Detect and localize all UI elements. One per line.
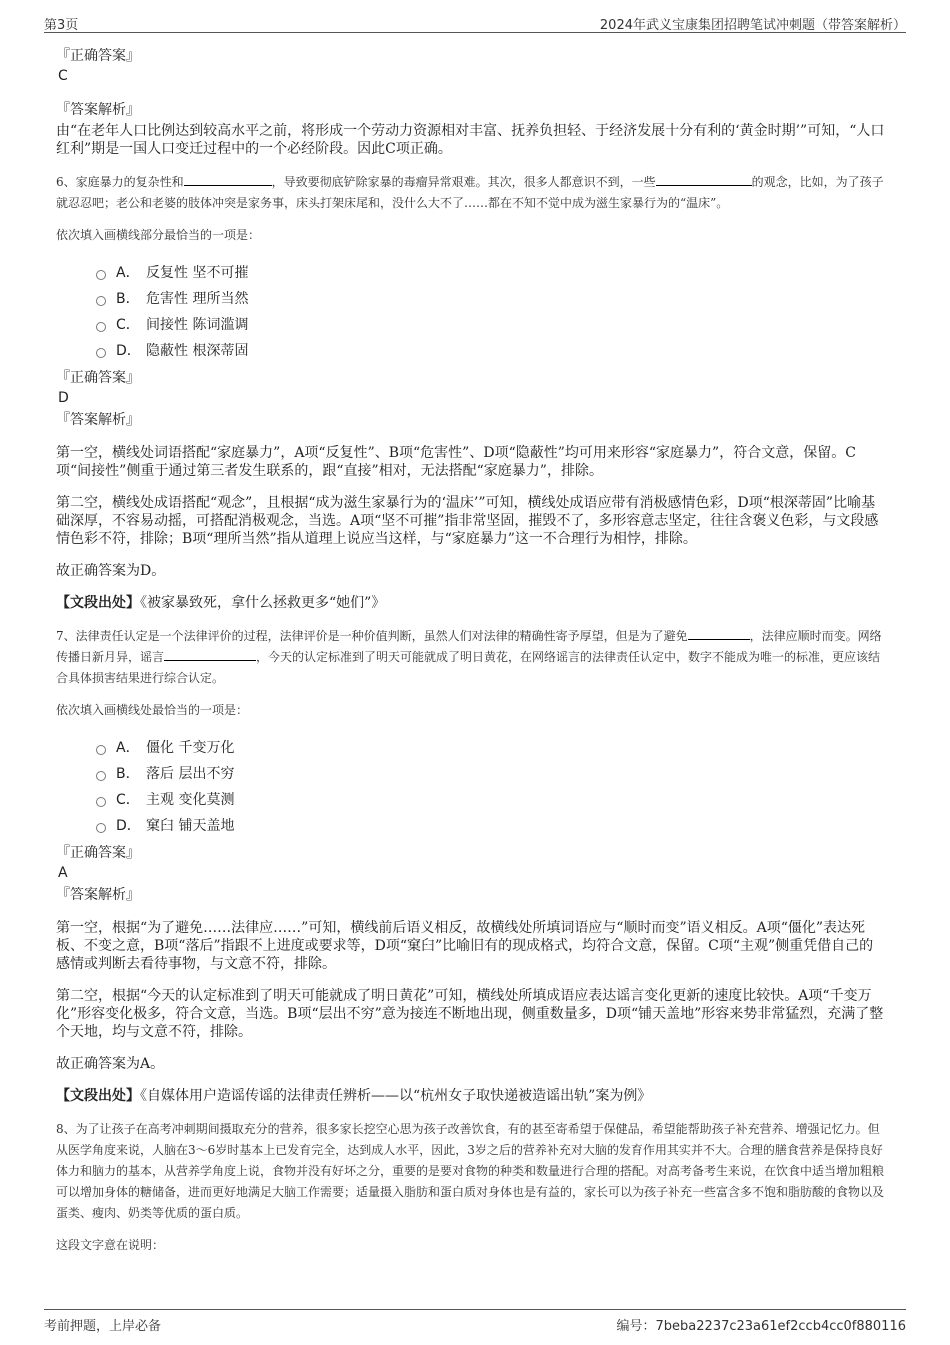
answer-value: D [58, 390, 69, 406]
option-c[interactable]: C． 间接性 陈词滥调 [96, 312, 886, 338]
answer-label: 『正确答案』 [56, 48, 140, 64]
analysis-paragraph: 第二空，根据“今天的认定标准到了明天可能就成了明日黄花”可知，横线处所填成语应表达谣言变化更新的速度比较快。A项“千变万化”形容变化极多，符合文意，当选。B项“层出不穷”意为接连不断地出现，侧重数量多，D项“铺天盖地”形容来势非常猛烈，充满了整个天地，均与文意不符，排除。 [56, 988, 884, 1040]
page-number: 第3页 [44, 18, 79, 33]
page-header [44, 12, 906, 33]
option-d[interactable]: D． 隐蔽性 根深蒂固 [96, 338, 886, 364]
source-citation: 【文段出处】《自媒体用户造谣传谣的法律责任辨析——以“杭州女子取快递被造谣出轨”案为例》 [56, 1088, 652, 1104]
analysis-conclusion: 故正确答案为A。 [56, 1056, 165, 1072]
question-6: 6、家庭暴力的复杂性和 ，导致要彻底铲除家暴的毒瘤异常艰难。其次，很多人都意识不到，一些 的观念，比如，为了孩子就忍忍吧；老公和老婆的肢体冲突是家务事，床头打架床尾和，没什么大不了……都在不知不觉中成为滋生家暴行为的“温床”。 [56, 175, 884, 210]
analysis-label: 『答案解析』 [56, 102, 140, 118]
radio-icon[interactable] [96, 322, 106, 332]
document-id: 编号：7beba2237c23a61ef2ccb4cc0f880116 [616, 1319, 906, 1334]
option-c[interactable]: C． 主观 变化莫测 [96, 787, 886, 813]
answer-value: A [58, 865, 68, 881]
option-list [96, 260, 886, 364]
analysis-conclusion: 故正确答案为D。 [56, 563, 166, 579]
radio-icon[interactable] [96, 771, 106, 781]
blank-line [184, 173, 272, 186]
option-list [96, 735, 886, 839]
analysis-paragraph: 第一空，根据“为了避免……法律应……”可知，横线前后语义相反，故横线处所填词语应与“顺时而变”语义相反。A项“僵化”表达死板、不变之意，B项“落后”指跟不上进度或要求等，D项“窠臼”比喻旧有的现成格式，均符合文意，保留。C项“主观”侧重凭借自己的感情或判断去看待事物，与文意不符，排除。 [56, 920, 874, 972]
analysis-paragraph: 第二空，横线处成语搭配“观念”，且根据“成为滋生家暴行为的‘温床’”可知，横线处成语应带有消极感情色彩，D项“根深蒂固”比喻基础深厚，不容易动摇，可搭配消极观念，当选。A项“坚不可摧”指非常坚固，摧毁不了，多形容意志坚定，往往含褒义色彩，与文段感情色彩不符，排除；B项“理所当然”指从道理上说应当这样，与“家庭暴力”这一不合理行为相悖，排除。 [56, 495, 879, 547]
radio-icon[interactable] [96, 296, 106, 306]
question-prompt: 这段文字意在说明： [56, 1238, 165, 1252]
question-7: 7、法律责任认定是一个法律评价的过程，法律评价是一种价值判断，虽然人们对法律的精确性寄予厚望，但是为了避免 ，法律应顺时而变。网络传播日新月异，谣言 ，今天的认定标准到了明天可能就成了明日黄花，在网络谣言的法律责任认定中，数字不能成为唯一的标准，更应该结合具体损害结果进行综合认定。 [56, 629, 882, 685]
blank-line [656, 173, 752, 186]
radio-icon[interactable] [96, 270, 106, 280]
question-8: 8、为了让孩子在高考冲刺期间摄取充分的营养，很多家长挖空心思为孩子改善饮食，有的甚至寄希望于保健品，希望能帮助孩子补充营养、增强记忆力。但从医学角度来说，人脑在3～6岁时基本上已发育完全，达到成人水平，因此，3岁之后的营养补充对大脑的发育作用其实并不大。合理的膳食营养是保持良好体力和脑力的基本，从营养学角度上说，食物并没有好坏之分，重要的是要对食物的种类和数量进行合理的搭配。对高考备考生来说，在饮食中适当增加粗粮可以增加身体的糖储备，进而更好地满足大脑工作需要；适量摄入脂肪和蛋白质对身体也是有益的，家长可以为孩子补充一些富含多不饱和脂肪酸的食物以及蛋类、瘦肉、奶类等优质的蛋白质。 [56, 1122, 885, 1220]
option-b[interactable]: B． 落后 层出不穷 [96, 761, 886, 787]
analysis-label: 『答案解析』 [56, 887, 140, 903]
analysis-label: 『答案解析』 [56, 412, 140, 428]
answer-label: 『正确答案』 [56, 370, 140, 386]
answer-value: C [58, 68, 68, 84]
document-title: 2024年武义宝康集团招聘笔试冲刺题（带答案解析） [599, 18, 906, 33]
analysis-paragraph: 第一空，横线处词语搭配“家庭暴力”，A项“反复性”、B项“危害性”、D项“隐蔽性”均可用来形容“家庭暴力”，符合文意，保留。C项“间接性”侧重于通过第三者发生联系的，跟“直接”相对，无法搭配“家庭暴力”，排除。 [56, 445, 856, 479]
answer-label: 『正确答案』 [56, 845, 140, 861]
source-citation: 【文段出处】《被家暴致死，拿什么拯救更多“她们”》 [56, 595, 386, 611]
analysis-text: 由“在老年人口比例达到较高水平之前，将形成一个劳动力资源相对丰富、抚养负担轻、于经济发展十分有利的‘黄金时期’”可知，“人口红利”期是一国人口变迁过程中的一个必经阶段。因此C项正确。 [56, 123, 885, 157]
radio-icon[interactable] [96, 745, 106, 755]
radio-icon[interactable] [96, 823, 106, 833]
blank-line [688, 627, 750, 640]
radio-icon[interactable] [96, 348, 106, 358]
question-prompt: 依次填入画横线处最恰当的一项是： [56, 703, 249, 717]
page-footer [44, 1309, 906, 1332]
option-b[interactable]: B． 危害性 理所当然 [96, 286, 886, 312]
option-a[interactable]: A． 反复性 坚不可摧 [96, 260, 886, 286]
question-prompt: 依次填入画横线部分最恰当的一项是： [56, 228, 261, 242]
radio-icon[interactable] [96, 797, 106, 807]
footer-slogan: 考前押题，上岸必备 [44, 1319, 162, 1334]
document-body [56, 46, 886, 1270]
option-a[interactable]: A． 僵化 千变万化 [96, 735, 886, 761]
blank-line [164, 648, 256, 661]
option-d[interactable]: D． 窠臼 铺天盖地 [96, 813, 886, 839]
